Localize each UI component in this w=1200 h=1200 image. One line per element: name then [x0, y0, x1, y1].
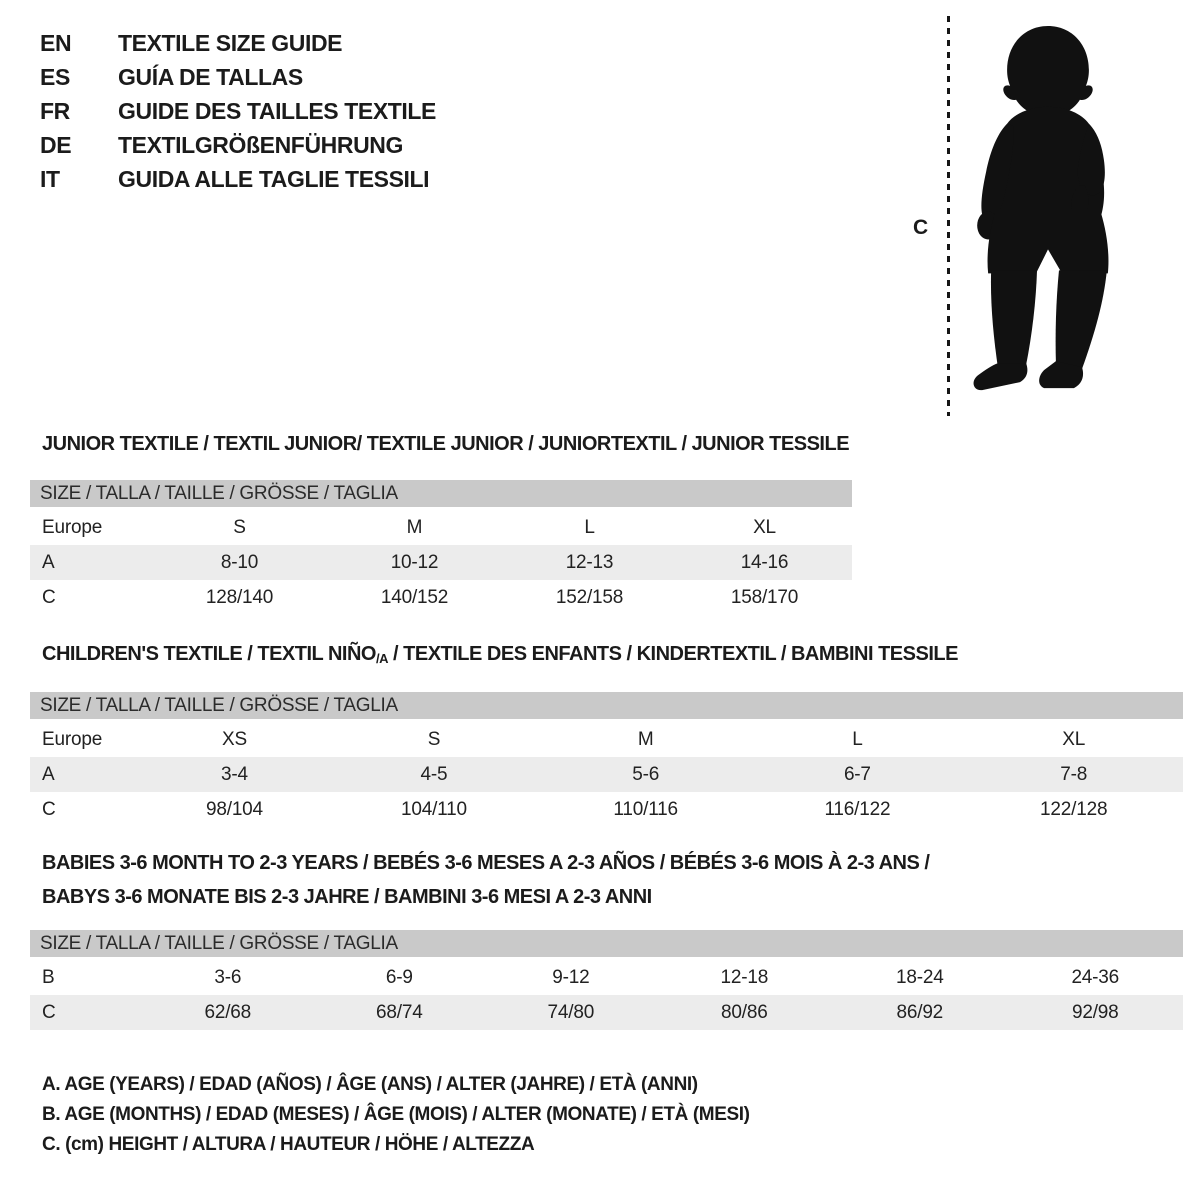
- babies-title-line2: BABYS 3-6 MONATE BIS 2-3 JAHRE / BAMBINI 3-6 MESI A 2-3 ANNI: [42, 886, 652, 908]
- guide-title-fr: GUIDE DES TAILLES TEXTILE: [118, 97, 436, 124]
- height-cell: 140/152: [380, 586, 449, 608]
- language-row-it: [40, 162, 436, 196]
- height-cell: 86/92: [832, 995, 1007, 1030]
- height-cell: 80/86: [657, 995, 832, 1030]
- age-cell: 24-36: [1071, 966, 1120, 988]
- age-cell: 8-10: [152, 545, 327, 580]
- table-row-height: [30, 792, 1183, 827]
- junior-size-table: [30, 510, 852, 615]
- age-cell: 3-4: [142, 757, 327, 792]
- height-cell: 68/74: [314, 995, 486, 1030]
- table-row-europe: [30, 722, 1183, 757]
- toddler-silhouette-icon: [956, 14, 1140, 418]
- language-title-list: [40, 26, 436, 196]
- table-row-height: [30, 995, 1183, 1030]
- junior-section-title: JUNIOR TEXTILE / TEXTIL JUNIOR/ TEXTILE JUNIOR / JUNIORTEXTIL / JUNIOR TESSILE: [42, 433, 850, 455]
- height-cell: 122/128: [1040, 798, 1108, 820]
- table-row-age-months: [30, 960, 1183, 995]
- table-row-age: [30, 545, 852, 580]
- children-title-subscript: /A: [375, 651, 388, 666]
- row-label: Europe: [42, 728, 103, 750]
- children-title-suffix: / TEXTILE DES ENFANTS / KINDERTEXTIL / BAMBINI TESSILE: [387, 643, 958, 665]
- size-header-bar: SIZE / TALLA / TAILLE / GRÖSSE / TAGLIA: [30, 692, 1183, 722]
- language-row-fr: [40, 94, 436, 128]
- guide-title-es: GUÍA DE TALLAS: [118, 63, 303, 90]
- babies-size-table: [30, 960, 1183, 1030]
- language-code: IT: [40, 165, 60, 192]
- size-header-bar: SIZE / TALLA / TAILLE / GRÖSSE / TAGLIA: [30, 930, 1183, 960]
- babies-section-title: [30, 846, 1183, 914]
- size-cell: XS: [221, 728, 247, 750]
- size-cell: M: [637, 728, 654, 750]
- row-label: Europe: [42, 516, 103, 538]
- age-cell: 12-13: [502, 545, 677, 580]
- row-label: C: [42, 586, 56, 608]
- age-cell: 5-6: [541, 757, 750, 792]
- guide-title-it: GUIDA ALLE TAGLIE TESSILI: [118, 165, 430, 192]
- junior-textile-section: [30, 432, 852, 615]
- height-measure-label: C: [913, 216, 929, 239]
- language-code: DE: [40, 131, 72, 158]
- height-cell: 92/98: [1008, 995, 1184, 1030]
- children-section-title: [30, 642, 1183, 668]
- age-cell: 7-8: [964, 757, 1183, 792]
- table-row-height: [30, 580, 852, 615]
- height-dashed-line: [947, 16, 950, 416]
- size-cell: S: [233, 516, 246, 538]
- size-cell: S: [427, 728, 441, 750]
- guide-title-en: TEXTILE SIZE GUIDE: [118, 29, 343, 56]
- children-textile-section: [30, 642, 1183, 827]
- height-cell: 62/68: [142, 995, 314, 1030]
- size-cell: L: [852, 728, 863, 750]
- size-cell: XL: [1062, 728, 1086, 750]
- guide-title-de: TEXTILGRÖßENFÜHRUNG: [118, 131, 403, 158]
- language-code: FR: [40, 97, 70, 124]
- legend-line-b: B. AGE (MONTHS) / EDAD (MESES) / ÂGE (MOIS) / ALTER (MONATE) / ETÀ (MESI): [42, 1104, 750, 1125]
- age-cell: 9-12: [552, 966, 590, 988]
- age-cell: 18-24: [895, 966, 944, 988]
- table-row-age: [30, 757, 1183, 792]
- legend-line-a: A. AGE (YEARS) / EDAD (AÑOS) / ÂGE (ANS) / ALTER (JAHRE) / ETÀ (ANNI): [42, 1074, 698, 1095]
- size-cell: L: [584, 516, 595, 538]
- age-cell: 12-18: [720, 966, 769, 988]
- babies-textile-section: [30, 846, 1183, 1030]
- age-cell: 3-6: [214, 966, 242, 988]
- height-cell: 152/158: [555, 586, 624, 608]
- height-cell: 110/116: [613, 798, 678, 820]
- language-row-de: [40, 128, 436, 162]
- height-cell: 158/170: [730, 586, 799, 608]
- children-title-prefix: CHILDREN'S TEXTILE / TEXTIL NIÑO: [42, 643, 376, 665]
- row-label: A: [30, 545, 152, 580]
- row-label: A: [30, 757, 142, 792]
- age-cell: 6-7: [750, 757, 964, 792]
- legend-line-c: C. (cm) HEIGHT / ALTURA / HAUTEUR / HÖHE / ALTEZZA: [42, 1134, 535, 1155]
- height-cell: 116/122: [824, 798, 891, 820]
- size-header-bar: SIZE / TALLA / TAILLE / GRÖSSE / TAGLIA: [30, 480, 852, 510]
- size-cell: XL: [753, 516, 776, 538]
- language-row-es: [40, 60, 436, 94]
- measurement-legend: [42, 1070, 750, 1160]
- row-label: B: [42, 966, 55, 988]
- age-cell: 4-5: [327, 757, 541, 792]
- age-cell: 10-12: [327, 545, 502, 580]
- height-cell: 74/80: [485, 995, 657, 1030]
- language-code: ES: [40, 63, 70, 90]
- language-code: EN: [40, 29, 72, 56]
- children-size-table: [30, 722, 1183, 827]
- language-row-en: [40, 26, 436, 60]
- table-row-europe: [30, 510, 852, 545]
- row-label: C: [42, 798, 56, 820]
- row-label: C: [30, 995, 142, 1030]
- age-cell: 14-16: [677, 545, 852, 580]
- height-cell: 98/104: [206, 798, 263, 820]
- size-cell: M: [406, 516, 423, 538]
- height-cell: 104/110: [400, 798, 467, 820]
- babies-title-line1: BABIES 3-6 MONTH TO 2-3 YEARS / BEBÉS 3-6 MESES A 2-3 AÑOS / BÉBÉS 3-6 MOIS À 2-3 ANS /: [42, 852, 930, 874]
- age-cell: 6-9: [385, 966, 413, 988]
- height-cell: 128/140: [205, 586, 274, 608]
